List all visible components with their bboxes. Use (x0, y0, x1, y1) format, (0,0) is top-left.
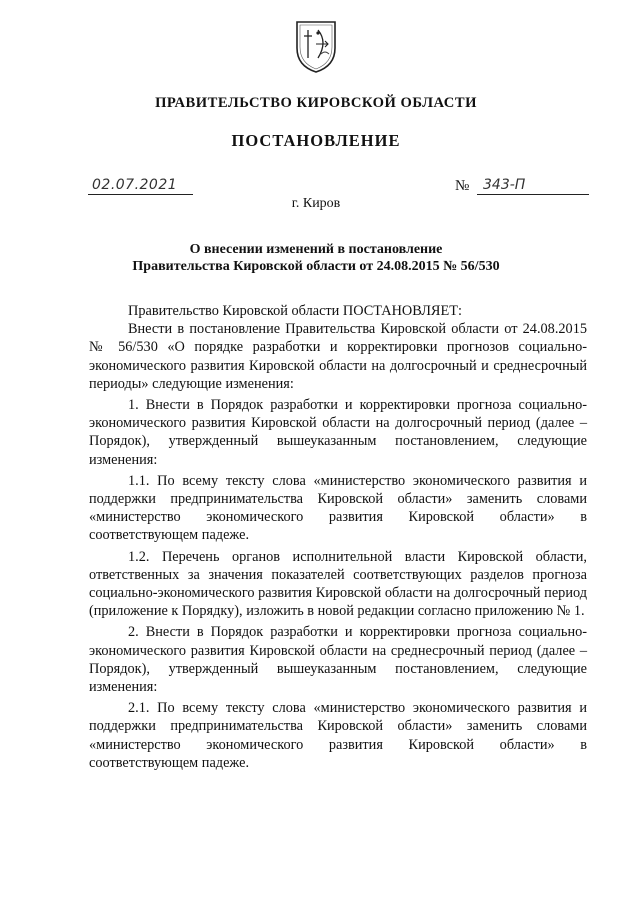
government-name: ПРАВИТЕЛЬСТВО КИРОВСКОЙ ОБЛАСТИ (155, 95, 477, 111)
subject-line-1: О внесении изменений в постановление (189, 242, 443, 257)
document-number-line (477, 176, 589, 195)
paragraph-intro: Внести в постановление Правительства Кировской области от 24.08.2015 № 56/530 «О порядке разработки и корректировки прогнозов социально-экономического развития Кировской области на долгосрочный и среднесрочный периоды» следующие изменения: (89, 321, 587, 392)
paragraph-1: 1. Внести в Порядок разработки и корректировки прогноза социально-экономического развития Кировской области на долгосрочный период (далее – Порядок), утвержденный вышеуказанным постановлением, следующие изменения: (89, 397, 587, 468)
document-body (89, 302, 587, 772)
paragraph-2-1: 2.1. По всему тексту слова «министерство экономического развития и поддержки предпринимательства Кировской области» заменить словами «министерство экономического развития Кировской области» в соответствующем падеже. (89, 700, 587, 771)
paragraph-1-1: 1.1. По всему тексту слова «министерство экономического развития и поддержки предпринимательства Кировской области» заменить словами «министерство экономического развития Кировской области» в соответствующем падеже. (89, 472, 587, 544)
kirov-coat-of-arms-icon (294, 18, 338, 74)
document-number: 343-П (483, 177, 526, 193)
number-sign: № (455, 178, 470, 194)
paragraph-resolves: Правительство Кировской области ПОСТАНОВЛЯЕТ: (128, 303, 462, 319)
city: г. Киров (291, 196, 341, 211)
paragraph-2: 2. Внести в Порядок разработки и корректировки прогноза социально-экономического развития Кировской области на среднесрочный период (далее – Порядок), утвержденный вышеуказанным постановлением, следующие изменения: (89, 624, 587, 696)
document-type: ПОСТАНОВЛЕНИЕ (231, 131, 401, 150)
subject-line-2: Правительства Кировской области от 24.08.2015 № 56/530 (132, 259, 500, 274)
document-subject (0, 241, 632, 275)
paragraph-1-2: 1.2. Перечень органов исполнительной власти Кировской области, ответственных за значения показателей соответствующих разделов прогноза социально-экономического развития Кировской области на долгосрочный период (приложение к Порядку), изложить в новой редакции согласно приложению № 1. (89, 548, 587, 620)
document-date-field (88, 176, 193, 195)
document-date: 02.07.2021 (92, 177, 178, 193)
